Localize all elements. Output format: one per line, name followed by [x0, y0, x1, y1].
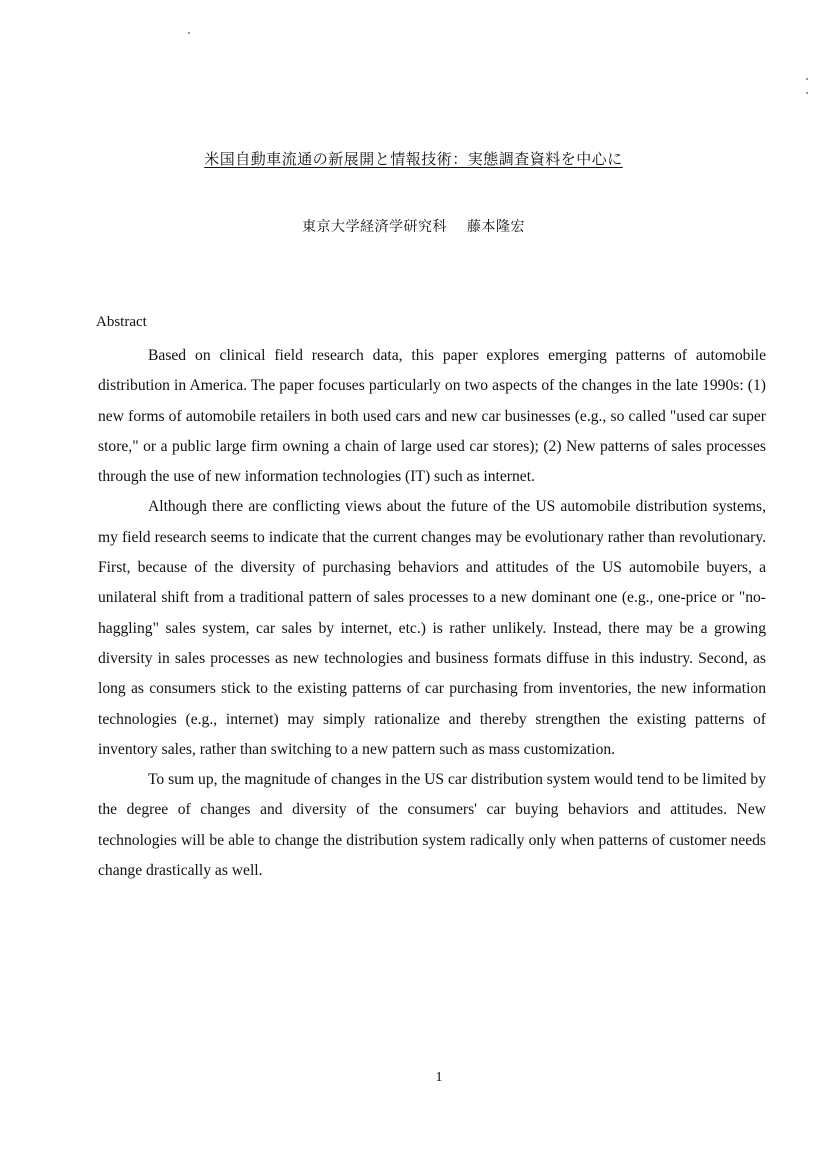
- abstract-paragraph-1: Based on clinical field research data, this paper explores emerging patterns of automobile distribution in America. The paper focuses particularly on two aspects of the changes in the late 1990s: (1) new forms of automobile retailers in both used cars and new car businesses (e.g., so called "used car super store," or a public large firm owning a chain of large used car stores); (2) New patterns of sales processes through the use of new information technologies (IT) such as internet.: [98, 347, 766, 486]
- scan-speck: [806, 92, 808, 94]
- affiliation-text: 東京大学経済学研究科: [302, 219, 447, 235]
- author-name: 藤本隆宏: [467, 219, 525, 235]
- abstract-paragraph-2: Although there are conflicting views about the future of the US automobile distribution systems, my field research seems to indicate that the current changes may be evolutionary rather than revolutionary. First, because of the diversity of purchasing behaviors and attitudes of the US automobile buyers, a unilateral shift from a traditional pattern of sales processes to a new dominant one (e.g., one-price or "no-haggling" sales system, car sales by internet, etc.) is rather unlikely. Instead, there may be a growing diversity in sales processes as new technologies and business formats diffuse in this industry. Second, as long as consumers stick to the existing patterns of car purchasing from inventories, the new information technologies (e.g., internet) may simply rationalize and thereby strengthen the existing patterns of inventory sales, rather than switching to a new pattern such as mass customization.: [98, 498, 766, 758]
- abstract-body: [98, 341, 766, 886]
- paper-title: [0, 148, 827, 169]
- paper-title-text: 米国自動車流通の新展開と情報技術：実態調査資料を中心に: [204, 150, 623, 168]
- page-number: 1: [435, 1070, 443, 1085]
- author-line: [0, 216, 827, 236]
- scan-speck: [188, 32, 190, 34]
- abstract-heading: Abstract: [96, 314, 147, 330]
- scan-speck: [806, 78, 808, 80]
- abstract-paragraph-3: To sum up, the magnitude of changes in the US car distribution system would tend to be limited by the degree of changes and diversity of the consumers' car buying behaviors and attitudes. New technologies will be able to change the distribution system radically only when patterns of customer needs change drastically as well.: [98, 771, 766, 880]
